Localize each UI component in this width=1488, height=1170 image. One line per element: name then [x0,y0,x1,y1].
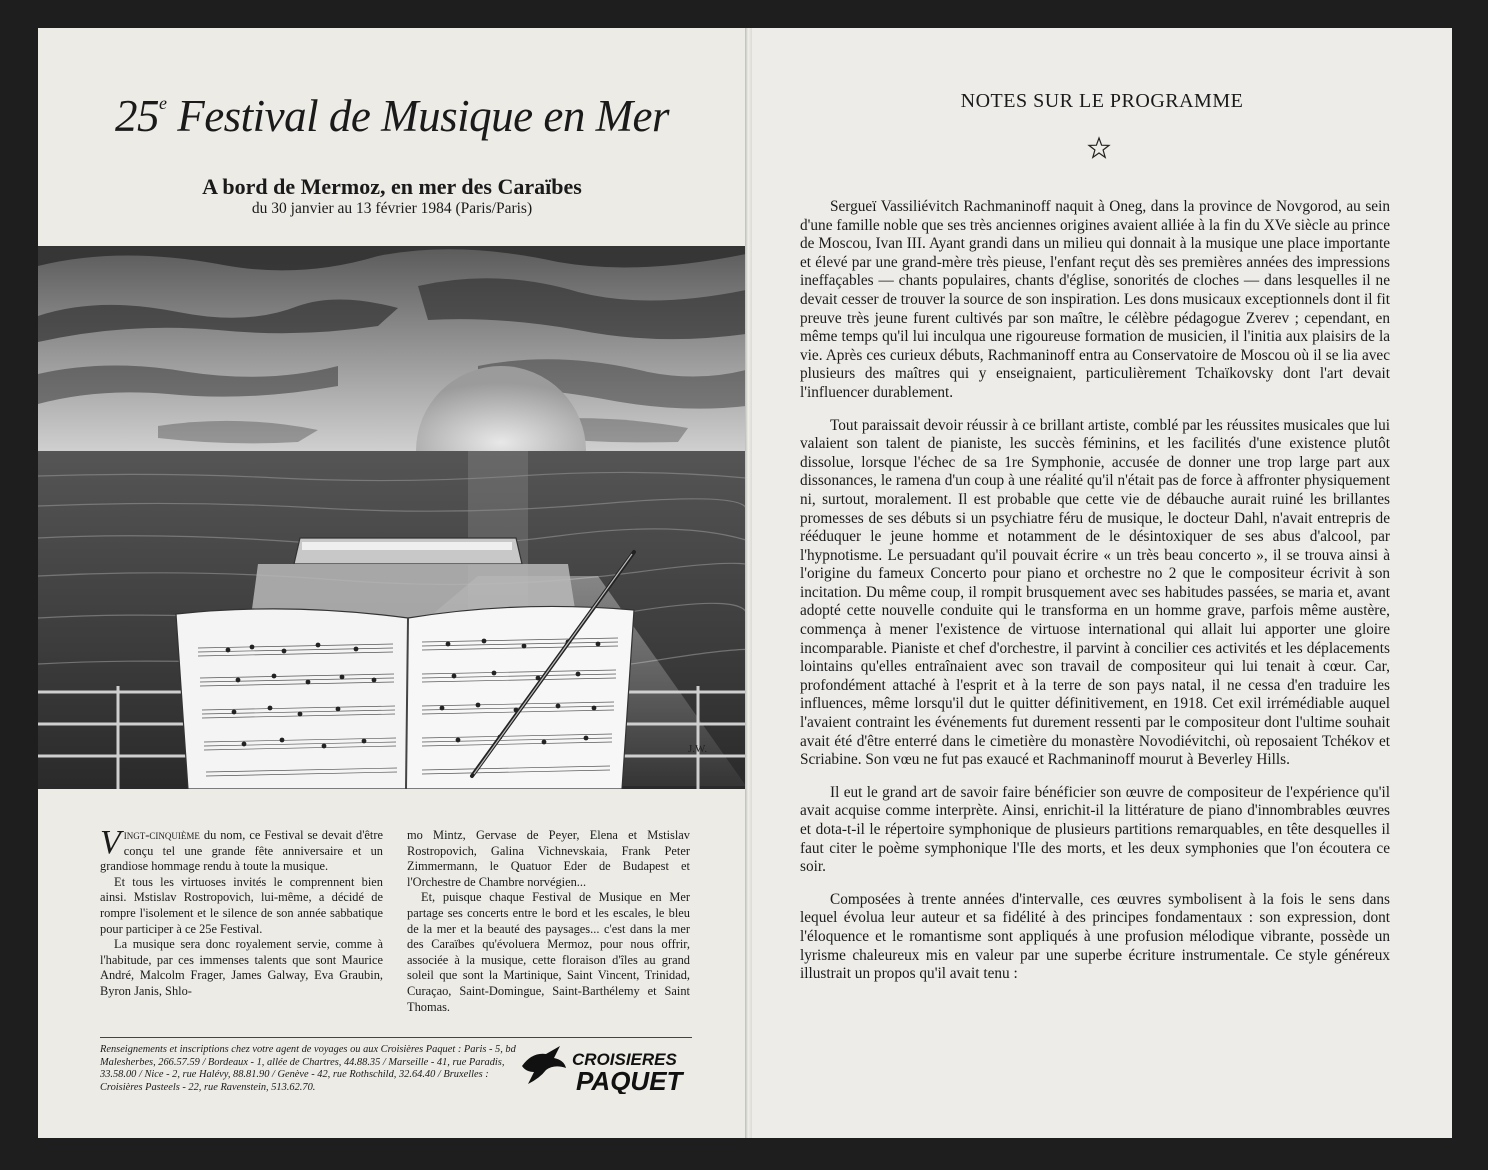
ad-column-2 [407,828,690,1028]
notes-heading: NOTES SUR LE PROGRAMME [960,90,1244,112]
left-page-advertisement [38,28,746,1138]
logo-line-1: CROISIERES [572,1050,677,1069]
booking-info: Renseignements et inscriptions chez votre agent de voyages ou aux Croisières Paquet : Paris - 5, bd Malesherbes, 266.57.59 / Bordeaux - 1, allée de Chartres, 44.88.35 / Marseille - 41, rue Paradis, 33.58.00 / Nice - 2, rue Halévy, 88.81.90 / Genève - 42, rue Rothschild, 32.64.40 / Bruxelles : Croisières Pasteels - 22, rue Ravenstein, 513.62.70. [100,1044,516,1093]
programme-notes-body [800,198,1390,998]
notes-paragraph-1: Sergueï Vassiliévitch Rachmaninoff naquit à Oneg, dans la province de Novgorod, au sein d'une famille noble que ses très anciennes origines avaient alliée à la fin du XVe siècle au prince de Moscou, Ivan III. Ayant grandi dans un milieu qui donnait à la musique une place importante et élevé par une grand-mère très pieuse, l'enfant reçut dès ses premières années des impressions ineffaçables — chants populaires, chants d'église, sonorités de cloches — dans lesquelles il ne devait cesser de trouver la source de son inspiration. Les dons musicaux exceptionnels dont il fit preuve très jeune furent cultivés par son maître, le célèbre pédagogue Zverev ; cependant, en même temps qu'il lui inculqua une rigoureuse formation de musicien, il l'initia aux plaisirs de la vie. Après ces curieux débuts, Rachmaninoff entra au Conservatoire de Moscou où il se lia avec plusieurs des maîtres qui y enseignaient, particulièrement Tchaïkovsky dont l'art devait l'influencer durablement. [800,198,1390,401]
title-text: Festival de Musique en Mer [166,91,670,141]
bird-icon [522,1046,566,1084]
sea-sunset-sheet-music-illustration [38,246,746,789]
open-score-book [176,606,634,789]
ad-col2-paragraph-2: Et, puisque chaque Festival de Musique en Mer partage ses concerts entre le bord et les escales, le bleu de la mer et la beauté des paysages... c'est dans la mer des Caraïbes qu'évoluera Mermoz, pour nous offrir, associée à la musique, cette floraison d'îles au grand soleil que sont la Martinique, Saint Vincent, Trinidad, Curaçao, Saint-Domingue, Saint-Barthélemy et Saint Thomas. [407,890,690,1014]
ad-dates: du 30 janvier au 13 février 1984 (Paris/Paris) [251,200,533,217]
ad-col1-paragraph-2: Et tous les virtuoses invités le comprennent bien ainsi. Mstislav Rostropovich, lui-même, a décidé de rompre l'isolement et le silence de son année sabbatique pour participer à ce 25e Festival. [100,874,383,936]
notes-paragraph-2: Tout paraissait devoir réussir à ce brillant artiste, comblé par les réussites musicales que lui valaient son talent de pianiste, les succès féminins, et les facilités d'une existence plutôt dissolue, lorsque l'échec de sa 1re Symphonie, accusée de donner une trop large part aux dissonances, le ramena d'un coup à une réalité qu'il n'était pas de force à affronter physiquement ni, surtout, moralement. Il est probable que cette vie de débauche aurait ruiné les brillantes promesses de ses débuts si un psychiatre féru de musique, le docteur Dahl, n'avait entrepris de rééduquer le jeune homme et notamment de le désintoxiquer de ses abus d'alcool, par l'hypnotisme. Le persuadant qu'il pouvait écrire « un très beau concerto », il se trouva ainsi à l'origine du fameux Concerto pour piano et orchestre no 2 que le compositeur écrivit à son incitation. Du même coup, il rompit brusquement avec ses habitudes passées, se maria et, avant adopté cette nouvelle conduite qui le transforma en un homme grave, parfois même austère, commença à mener l'existence de virtuose international qui allait lui apporter une gloire incomparable. Pianiste et chef d'orchestre, il parvint à concilier ces activités et les déplacements lointains qu'elles entraînaient avec son travail de compositeur qui lui tenait à cœur. Car, profondément attaché à l'esprit et à la terre de son pays natal, il ne cessa d'en traduire les influences, même lorsqu'il dut le quitter définitivement, en 1918. Cet exil irrémédiable auquel l'avaient contraint les événements fut durement ressenti par le compositeur dont l'ultime souhait avait été d'être enterré dans le cimetière du monastère Novodiévitchi, où reposaient Tchékov et Scriabine. Son vœu ne fut pas exaucé et Rachmaninoff mourut à Beverley Hills. [800,416,1390,769]
ad-col1-p1-text: du nom, ce Festival se devait d'être conçu tel une grande fête anniversaire et un grandiose hommage rendu à toute la musique. [100,828,383,874]
star-icon [1087,136,1111,160]
ad-text-columns [100,824,690,1028]
title-number: 25 [114,91,159,141]
title-ordinal: e [158,93,167,113]
drop-cap: V [100,824,121,861]
notes-paragraph-4: Composées à trente années d'intervalle, ces œuvres symbolisent à la fois le sens dans lequel évolua leur auteur et sa fidélité à des principes fondamentaux : son expression, dont l'éloquence et le romantisme sont appliqués à une profusion mélodique vibrante, possède un lyrisme chaleureux mis en valeur par une superbe écriture instrumentale. Ce style généreux illustrait un propos qu'il avait tenu : [800,890,1390,983]
footer-rule [100,1037,692,1038]
ad-subtitle: A bord de Mermoz, en mer des Caraïbes [202,174,582,199]
croisieres-paquet-logo [520,1044,694,1094]
illustration-signature: J.W. [688,743,708,755]
ad-col1-paragraph-1 [100,824,383,875]
ad-column-1 [100,824,383,1028]
ad-title [38,90,746,142]
ad-col1-paragraph-3: La musique sera donc royalement servie, comme à l'habitude, par ces immenses talents que sont Maurice André, Malcolm Frager, James Galway, Eva Graubin, Byron Janis, Shlo- [100,937,383,998]
logo-line-2: PAQUET [576,1066,683,1094]
lead-smallcaps: ingt-cinquième [123,828,200,842]
ad-col2-paragraph-1: mo Mintz, Gervase de Peyer, Elena et Mstislav Rostropovich, Galina Vichnevskaia, Frank Peter Zimmermann, le Quatuor Eder de Budapest et l'Orchestre de Chambre norvégien... [407,828,690,889]
right-page-programme-notes [752,28,1452,1138]
notes-paragraph-3: Il eut le grand art de savoir faire bénéficier son œuvre de compositeur de l'expérience qu'il avait acquise comme interprète. Ainsi, enrichit-il la littérature de piano d'innombrables œuvres et dota-t-il le répertoire symphonique de plusieurs partitions remarquables, en tête desquelles il faut citer le poème symphonique l'Ile des morts, et les deux symphonies que l'on écoutera ce soir. [800,783,1390,876]
